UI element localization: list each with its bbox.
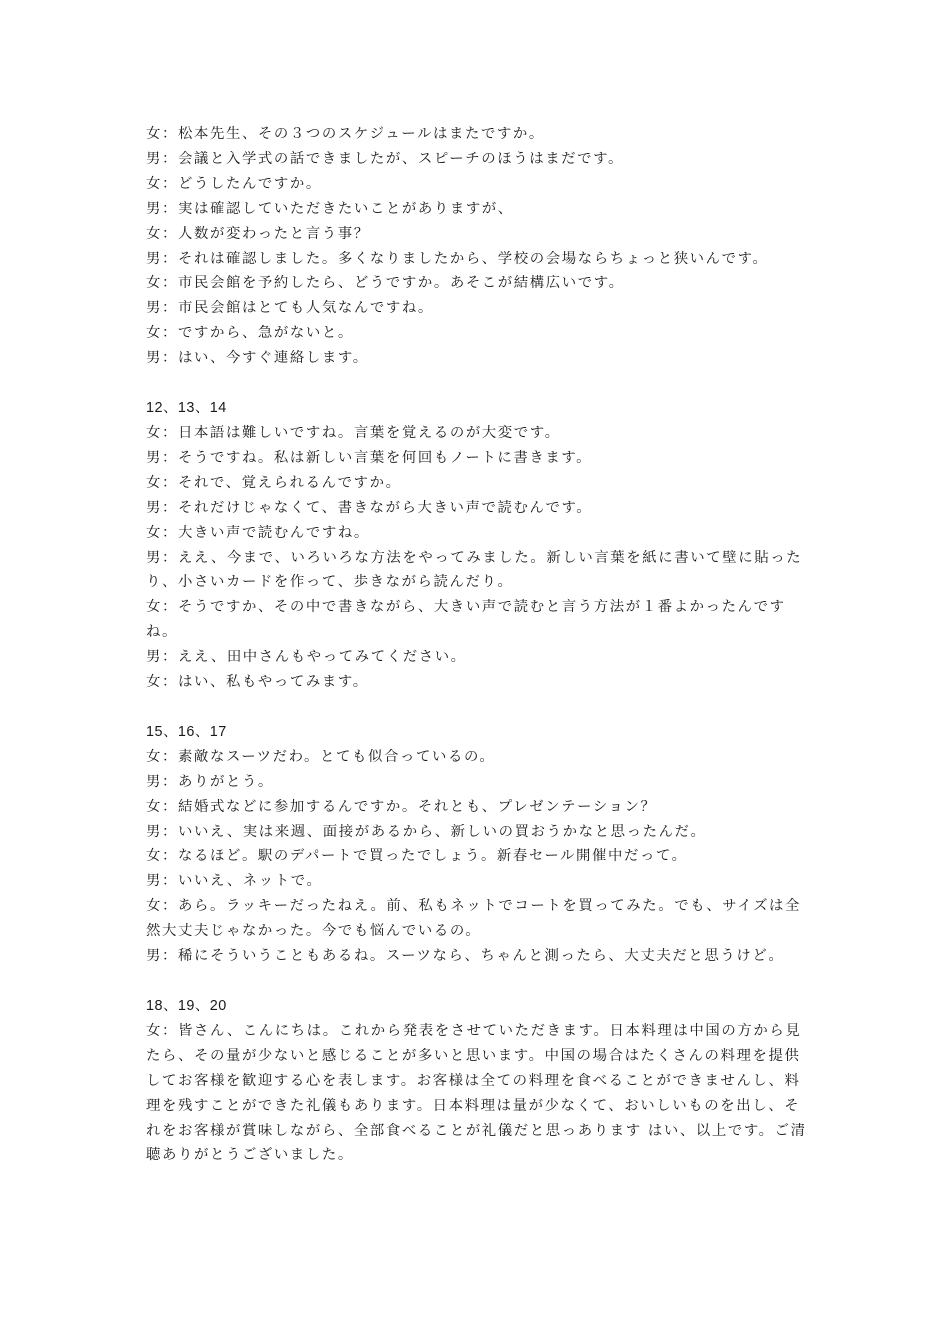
dialogue-line: 女：日本語は難しいですね。言葉を覚えるのが大変です。: [146, 424, 561, 441]
dialogue-section-3: [146, 720, 810, 969]
dialogue-line: 女：皆さん、こんにちは。これから発表をさせていただきます。日本料理は中国の方から見たら、その量が少ないと感じることが多いと思います。中国の場合はたくさんの料理を提供してお客様を歓迎する心を表します。お客様は全ての料理を食べることができませんし、料理を残すことができた礼儀もあります。日本料理は量が少なくて、おいしいものを出し、それをお客様が賞味しながら、全部食べることが礼儀だと思っあります はい、以上です。ご清聴ありがとうございました。: [146, 1022, 807, 1164]
dialogue-line: 男：ありがとう。: [146, 773, 274, 790]
dialogue-line: 女：素敵なスーツだわ。とても似合っているの。: [146, 748, 496, 765]
dialogue-section-1: [146, 122, 810, 371]
dialogue-line: 男：市民会館はとても人気なんですね。: [146, 300, 434, 317]
dialogue-line: 女：はい、私もやってみます。: [146, 674, 369, 691]
section-heading: 18、19、20: [146, 998, 227, 1014]
dialogue-line: 男：それは確認しました。多くなりましたから、学校の会場ならちょっと狭いんです。: [146, 250, 769, 267]
dialogue-line: 女：あら。ラッキーだったねえ。前、私もネットでコートを買ってみた。でも、サイズは全然大丈夫じゃなかった。今でも悩んでいるの。: [146, 898, 802, 940]
dialogue-line: 男：実は確認していただきたいことがありますが、: [146, 200, 514, 217]
dialogue-line: 男：そうですね。私は新しい言葉を何回もノートに書きます。: [146, 449, 593, 466]
dialogue-line: 女：結婚式などに参加するんですか。それとも、プレゼンテーション？: [146, 798, 657, 815]
dialogue-line: 女：どうしたんですか。: [146, 175, 322, 192]
document-page: [146, 122, 810, 1193]
dialogue-line: 女：なるほど。駅のデパートで買ったでしょう。新春セール開催中だって。: [146, 848, 688, 865]
dialogue-line: 男：それだけじゃなくて、書きながら大きい声で読むんです。: [146, 499, 593, 516]
dialogue-line: 男：いいえ、実は来週、面接があるから、新しいの買おうかなと思ったんだ。: [146, 823, 707, 840]
dialogue-line: 女：人数が変わったと言う事？: [146, 225, 370, 242]
dialogue-line: 男：ええ、田中さんもやってみてください。: [146, 649, 467, 666]
dialogue-section-2: [146, 396, 810, 695]
dialogue-line: 男：はい、今すぐ連絡します。: [146, 350, 369, 367]
dialogue-line: 女：松本先生、その３つのスケジュールはまたですか。: [146, 126, 545, 142]
dialogue-line: 男：会議と入学式の話できましたが、スピーチのほうはまだです。: [146, 150, 624, 167]
section-heading: 12、13、14: [146, 400, 227, 417]
dialogue-section-4: [146, 994, 810, 1168]
dialogue-line: 女：市民会館を予約したら、どうですか。あそこが結構広いです。: [146, 275, 625, 292]
dialogue-line: 男：ええ、今まで、いろいろな方法をやってみました。新しい言葉を紙に書いて壁に貼ったり、小さいカードを作って、歩きながら読んだり。: [146, 549, 803, 591]
dialogue-line: 女：ですから、急がないと。: [146, 325, 354, 342]
dialogue-line: 男：いいえ、ネットで。: [146, 873, 323, 890]
dialogue-line: 男：稀にそういうこともあるね。スーツなら、ちゃんと測ったら、大丈夫だと思うけど。: [146, 948, 785, 965]
dialogue-line: 女：それで、覚えられるんですか。: [146, 474, 402, 491]
dialogue-line: 女：大きい声で読むんですね。: [146, 524, 370, 541]
dialogue-line: 女：そうですか、その中で書きながら、大きい声で読むと言う方法が１番よかったんですね。: [146, 599, 786, 641]
section-heading: 15、16、17: [146, 723, 227, 740]
